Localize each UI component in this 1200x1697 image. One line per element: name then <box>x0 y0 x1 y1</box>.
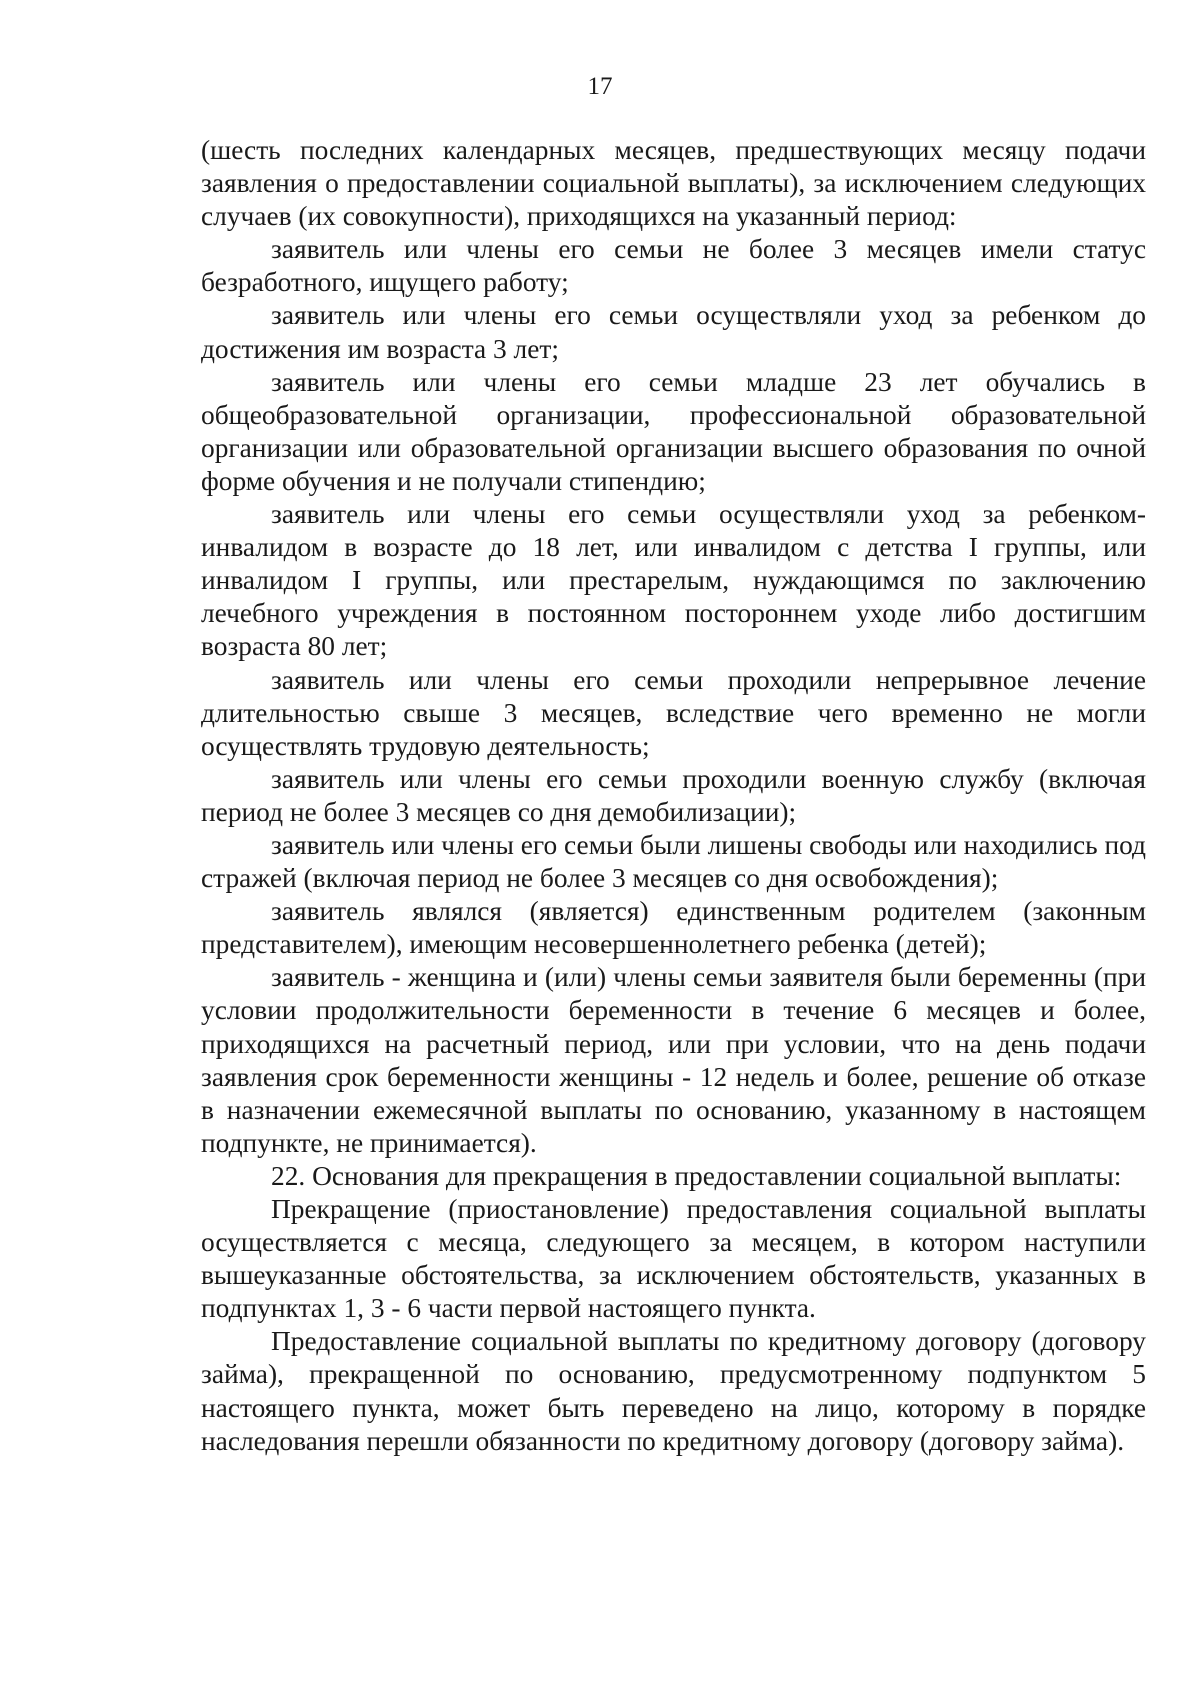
paragraph-termination: Прекращение (приостановление) предоставления социальной выплаты осуществляется с месяца, следующего за месяцем, в котором наступили вышеуказанные обстоятельства, за исключением обстоятельств, указанных в подпунктах 1, 3 - 6 части первой настоящего пункта. <box>201 1194 1146 1324</box>
paragraph-case-unemployed: заявитель или члены его семьи не более 3 месяцев имели статус безработного, ищущего работу; <box>201 234 1146 298</box>
paragraph-case-pregnancy: заявитель - женщина и (или) члены семьи заявителя были беременны (при условии продолжительности беременности в течение 6 месяцев и более, приходящихся на расчетный период, или при условии, что на день подачи заявления срок беременности женщины - 12 недель и более, решение об отказе в назначении ежемесячной выплаты по основанию, указанному в настоящем подпункте, не принимается). <box>201 962 1146 1158</box>
document-body <box>201 134 1146 1458</box>
paragraph-section-22: 22. Основания для прекращения в предоставлении социальной выплаты: <box>271 1160 1122 1191</box>
paragraph-case-single-parent: заявитель являлся (является) единственным родителем (законным представителем), имеющим несовершеннолетнего ребенка (детей); <box>201 896 1146 960</box>
paragraph-case-military: заявитель или члены его семьи проходили военную службу (включая период не более 3 месяцев со дня демобилизации); <box>201 763 1146 827</box>
paragraph-case-students: заявитель или члены его семьи младше 23 лет обучались в общеобразовательной организации, профессиональной образовательной организации или образовательной организации высшего образования по очной форме обучения и не получали стипендию; <box>201 366 1146 496</box>
paragraph-case-disabled-care: заявитель или члены его семьи осуществляли уход за ребенком-инвалидом в возрасте до 18 лет, или инвалидом с детства I группы, или инвалидом I группы, или престарелым, нуждающимся по заключению лечебного учреждения в постоянном постороннем уходе либо достигшим возраста 80 лет; <box>201 499 1146 662</box>
paragraph-continuation: (шесть последних календарных месяцев, предшествующих месяцу подачи заявления о предоставлении социальной выплаты), за исключением следующих случаев (их совокупности), приходящихся на указанный период: <box>201 135 1146 232</box>
page-number: 17 <box>587 73 613 100</box>
paragraph-case-custody: заявитель или члены его семьи были лишены свободы или находились под стражей (включая период не более 3 месяцев со дня освобождения); <box>201 829 1146 894</box>
paragraph-case-childcare: заявитель или члены его семьи осуществляли уход за ребенком до достижения им возраста 3 лет; <box>201 300 1146 364</box>
paragraph-transfer: Предоставление социальной выплаты по кредитному договору (договору займа), прекращенной по основанию, предусмотренному подпунктом 5 настоящего пункта, может быть переведено на лицо, которому в порядке наследования перешли обязанности по кредитному договору (договору займа). <box>201 1326 1146 1456</box>
paragraph-case-treatment: заявитель или члены его семьи проходили непрерывное лечение длительностью свыше 3 месяцев, вследствие чего временно не могли осуществлять трудовую деятельность; <box>201 664 1146 761</box>
